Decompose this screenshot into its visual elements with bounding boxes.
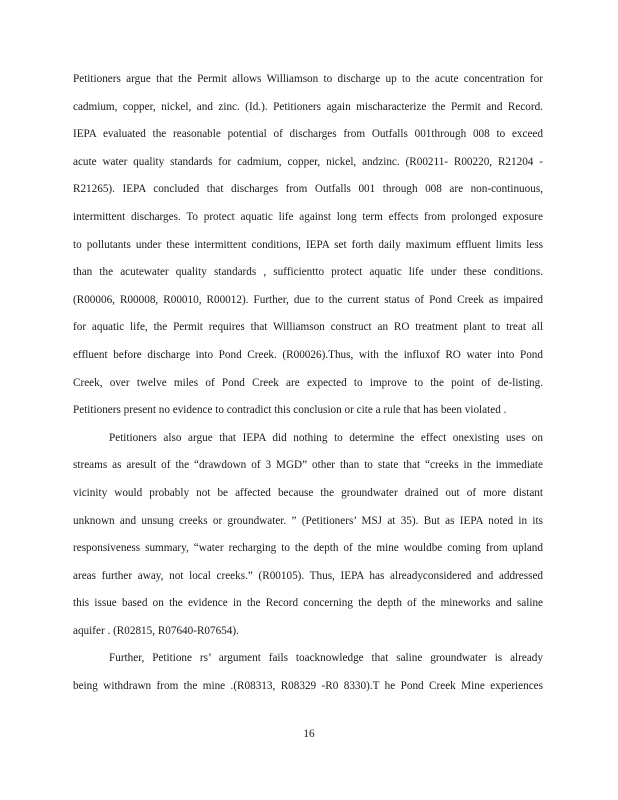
text-line: areas further away, not local creeks.” (R00105). Thus, IEPA has alreadyconsidered and addressed (73, 569, 543, 582)
text-line: IEPA evaluated the reasonable potential of discharges from Outfalls 001through 008 to exceed (73, 128, 543, 141)
text-line: than the acutewater quality standards , sufficientto protect aquatic life under these conditions. (73, 266, 543, 279)
text-line: intermittent discharges. To protect aquatic life against long term effects from prolonged exposure (73, 210, 543, 223)
text-line: cadmium, copper, nickel, and zinc. (Id.). Petitioners again mischaracterize the Permit and Record. (73, 100, 543, 113)
text-line: streams as aresult of the “drawdown of 3 MGD” other than to state that “creeks in the immediate (73, 459, 543, 472)
text-line: Creek, over twelve miles of Pond Creek are expected to improve to the point of de-listing. (73, 376, 543, 389)
text-line: vicinity would probably not be affected because the groundwater drained out of more distant (73, 486, 543, 499)
text-line: to pollutants under these intermittent conditions, IEPA set forth daily maximum effluent limits less (73, 238, 543, 251)
text-line: acute water quality standards for cadmium, copper, nickel, andzinc. (R00211- R00220, R21204 - (73, 155, 543, 168)
text-line: aquifer . (R02815, R07640-R07654). (73, 624, 239, 637)
text-line: unknown and unsung creeks or groundwater. ” (Petitioners’ MSJ at 35). But as IEPA noted in its (73, 514, 543, 527)
text-line: Petitioners argue that the Permit allows Williamson to discharge up to the acute concentration for (73, 73, 543, 85)
text-line: Petitioners present no evidence to contradict this conclusion or cite a rule that has been violated . (73, 404, 507, 417)
text-line: for aquatic life, the Permit requires that Williamson construct an RO treatment plant to treat all (73, 321, 543, 334)
text-line: this issue based on the evidence in the Record concerning the depth of the mineworks and saline (73, 597, 543, 610)
paragraph (73, 425, 543, 646)
paragraph (73, 645, 543, 700)
text-line: Further, Petitione rs’ argument fails toacknowledge that saline groundwater is already (109, 652, 543, 665)
text-line: effluent before discharge into Pond Creek. (R00026).Thus, with the influxof RO water into Pond (73, 348, 543, 361)
text-line: being withdrawn from the mine .(R08313, R08329 -R0 8330).T he Pond Creek Mine experiences (73, 680, 543, 693)
page-number: 16 (303, 728, 315, 740)
text-line: responsiveness summary, “water recharging to the depth of the mine wouldbe coming from upland (73, 542, 543, 555)
text-line: R21265). IEPA concluded that discharges from Outfalls 001 through 008 are non-continuous, (73, 183, 543, 196)
paragraph (73, 66, 543, 425)
body-text (73, 66, 543, 701)
text-line: Petitioners also argue that IEPA did nothing to determine the effect onexisting uses on (109, 431, 543, 444)
text-line: (R00006, R00008, R00010, R00012). Further, due to the current status of Pond Creek as impaired (73, 293, 543, 306)
